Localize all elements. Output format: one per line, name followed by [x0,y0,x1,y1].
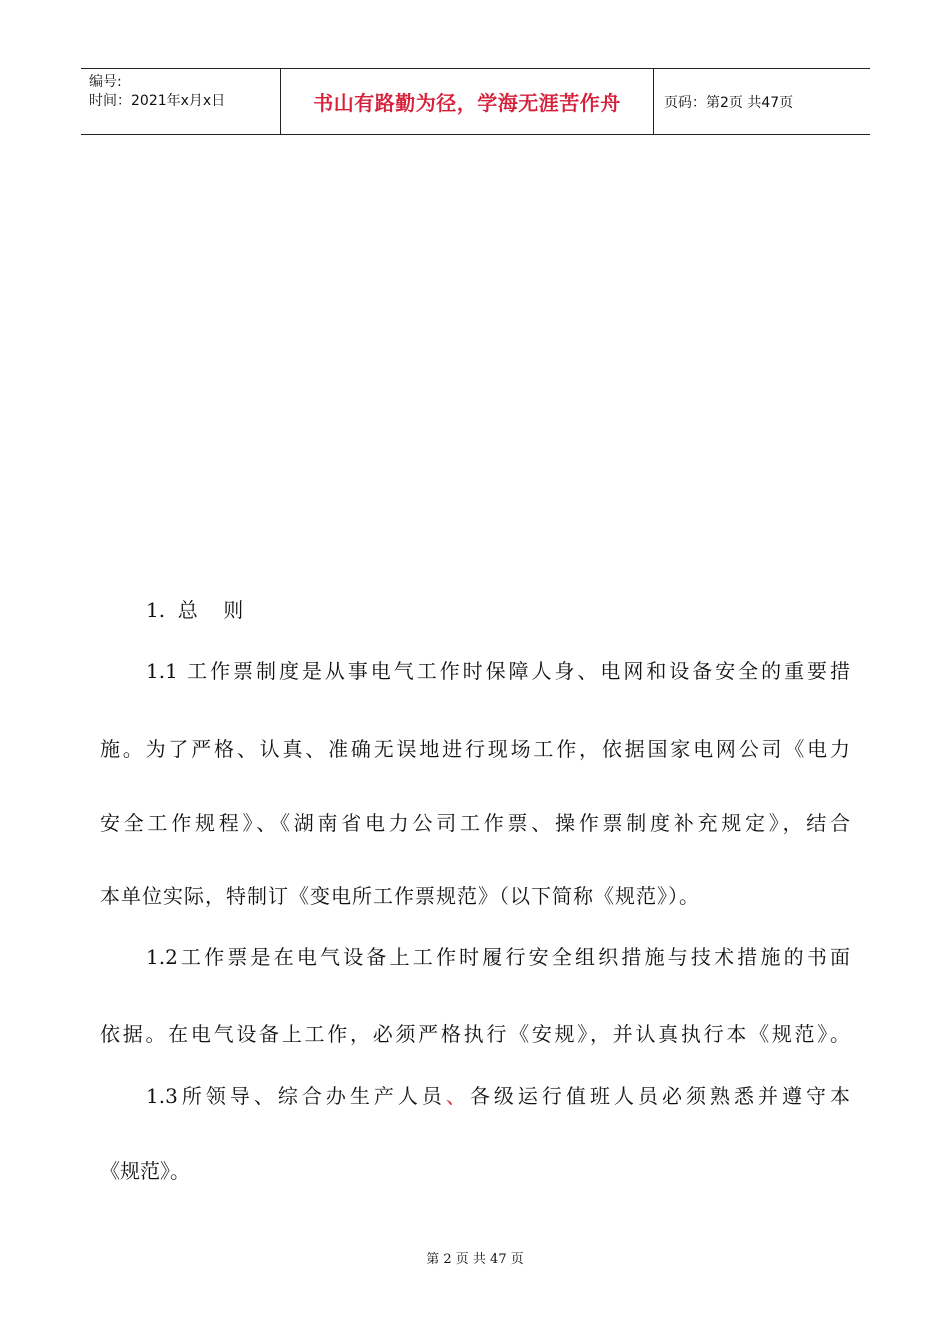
header-meta [81,69,281,134]
document-time-label: 时间：2021年x月x日 [89,93,226,109]
page-header [81,68,870,135]
header-motto: 书山有路勤为径，学海无涯苦作舟 [313,91,621,115]
paragraph-line: 安全工作规程》、《湖南省电力公司工作票、操作票制度补充规定》，结合 [100,811,850,835]
document-number-label: 编号: [89,74,122,90]
paragraph-line: 本单位实际，特制订《变电所工作票规范》（以下简称《规范》）。 [100,884,700,908]
paragraph-line: 依据。在电气设备上工作，必须严格执行《安规》，并认真执行本《规范》。 [100,1022,850,1046]
paragraph-line: 施。为了严格、认真、准确无误地进行现场工作，依据国家电网公司《电力 [100,737,850,761]
header-page-info: 页码：第2页 共47页 [664,94,794,111]
paragraph-line: 1.2工作票是在电气设备上工作时履行安全组织措施与技术措施的书面 [146,945,850,969]
page-footer: 第 2 页 共 47 页 [426,1252,524,1267]
section-heading: 1. 总 则 [146,598,244,622]
paragraph-line-mixed [146,1080,850,1109]
paragraph-line: 《规范》。 [100,1159,190,1183]
paragraph-segment: 各级运行值班人员必须熟悉并遵守本 [469,1084,851,1108]
paragraph-line: 1.1 工作票制度是从事电气工作时保障人身、电网和设备安全的重要措 [146,659,850,683]
highlighted-comma: 、 [445,1084,470,1108]
paragraph-segment: 1.3所领导、综合办生产人员 [146,1084,446,1108]
header-motto-cell [281,69,654,134]
